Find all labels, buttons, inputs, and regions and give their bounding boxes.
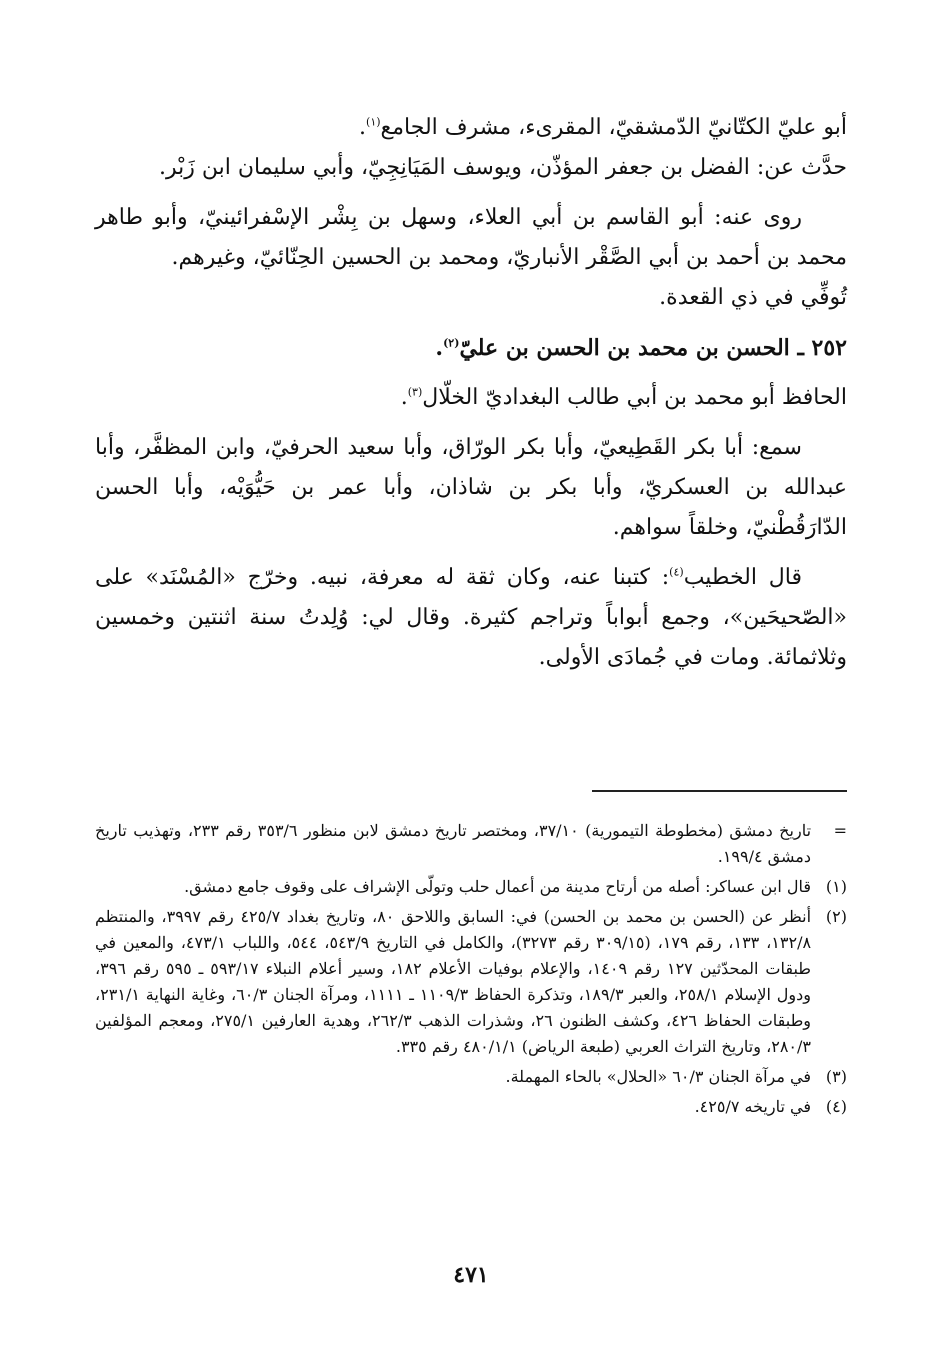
- paragraph-2: حدَّث عن: الفضل بن جعفر المؤذّن، ويوسف المَيَانِجِيّ، وأبي سليمان ابن زَبْر.: [158, 155, 847, 180]
- footnotes: [95, 818, 847, 1124]
- footnote-ref-2[interactable]: (٢): [443, 336, 460, 350]
- footnote-mark: =: [833, 821, 847, 840]
- footnote-1: [95, 874, 847, 900]
- footnote-mark: (١): [825, 877, 847, 896]
- paragraph-5: الحافظ أبو محمد بن أبي طالب البغداديّ الخلّال$^{(٣)}$.: [400, 385, 847, 410]
- main-text: [95, 108, 847, 678]
- paragraph-7: قال الخطيب$^{(٤)}$: كتبنا عنه، وكان ثقة له معرفة، نبيه. وخرّج «المُسْنَد» على «الصّحيحَين»، وجمع أبواباً وتراجم كثيرة. وقال لي: وُلِدتُ سنة اثنتين وخمسين وثلاثمائة. ومات في جُمادَى الأولى.: [95, 565, 847, 670]
- footnote-text: تاريخ دمشق (مخطوطة التيمورية) ٣٧/١٠، ومختصر تاريخ دمشق لابن منظور ٣٥٣/٦ رقم ٢٣٣، وتهذيب تاريخ دمشق ١٩٩/٤.: [95, 821, 812, 866]
- footnote-continued: [95, 818, 847, 870]
- footnote-ref-4[interactable]: (٤): [669, 565, 684, 579]
- paragraph-6: سمع: أبا بكر القَطِيعيّ، وأبا بكر الورّاق، وأبا سعيد الحرفيّ، وابن المظفَّر، وأبا عبدالله بن العسكريّ، وأبا بكر بن شاذان، وأبا عمر بن حَيُّوَيْه، وأبا الحسن الدّارَقُطْنيّ، وخلقاً سواهم.: [95, 435, 847, 540]
- footnote-2: [95, 904, 847, 1060]
- paragraph-4: تُوفِّي في ذي القعدة.: [659, 285, 847, 310]
- paragraph-3: روى عنه: أبو القاسم بن أبي العلاء، وسهل بن بِشْر الإسْفرائينيّ، وأبو طاهر محمد بن أحمد بن أبي الصَّقْر الأنباريّ، ومحمد بن الحسين الحِنّائيّ، وغيرهم.: [95, 205, 847, 270]
- page-number: ٤٧١: [453, 1262, 489, 1288]
- footnote-text: قال ابن عساكر: أصله من أرتاح مدينة من أعمال حلب وتولّى الإشراف على وقوف جامع دمشق.: [184, 877, 811, 896]
- entry-heading: ٢٥٢ ـ الحسن بن محمد بن الحسن بن عليّ$^{(٢)}$.: [435, 335, 847, 361]
- footnote-divider: [592, 790, 847, 792]
- footnote-text: في مرآة الجنان ٦٠/٣ «الحلال» بالحاء المهملة.: [505, 1067, 811, 1086]
- footnote-mark: (٣): [825, 1067, 847, 1086]
- footnote-mark: (٢): [825, 907, 847, 926]
- footnote-ref-3[interactable]: (٣): [407, 385, 423, 399]
- footnote-text: أنظر عن (الحسن بن محمد بن الحسن) في: السابق واللاحق ٨٠، وتاريخ بغداد ٤٢٥/٧ رقم ٣٩٩٧، والمنتظم ١٣٢/٨، ١٣٣، رقم ١٧٩، (٣٠٩/١٥ رقم ٣٢٧٣)، والكامل في التاريخ ٥٤٣/٩، ٥٤٤، واللباب ٤٧٣/١، والمعين في طبقات المحدّثين ١٢٧ رقم ١٤٠٩، والإعلام بوفيات الأعلام ١٨٢، وسير أعلام النبلاء ٥٩٣/١٧ ـ ٥٩٥ رقم ٣٩٦، ودول الإسلام ٢٥٨/١، والعبر ١٨٩/٣، وتذكرة الحفاظ ١١٠٩/٣ ـ ١١١١، ومرآة الجنان ٦٠/٣، وغاية النهاية ٢٣١/١، وطبقات الحفاظ ٤٢٦، وكشف الظنون ٢٦، وشذرات الذهب ٢٦٢/٣، وهدية العارفين ٢٧٥/١، ومعجم المؤلفين ٢٨٠/٣، وتاريخ التراث العربي (طبعة الرياض) ٤٨٠/١/١ رقم ٣٣٥.: [95, 907, 812, 1056]
- footnote-mark: (٤): [825, 1097, 847, 1116]
- footnote-3: [95, 1064, 847, 1090]
- footnote-text: في تاريخه ٤٢٥/٧.: [694, 1097, 811, 1116]
- footnote-ref-1[interactable]: (١): [366, 115, 381, 129]
- paragraph-1: أبو عليّ الكتّانيّ الدّمشقيّ، المقرىء، مشرف الجامع$^{(١)}$.: [359, 115, 847, 140]
- footnote-4: [95, 1094, 847, 1120]
